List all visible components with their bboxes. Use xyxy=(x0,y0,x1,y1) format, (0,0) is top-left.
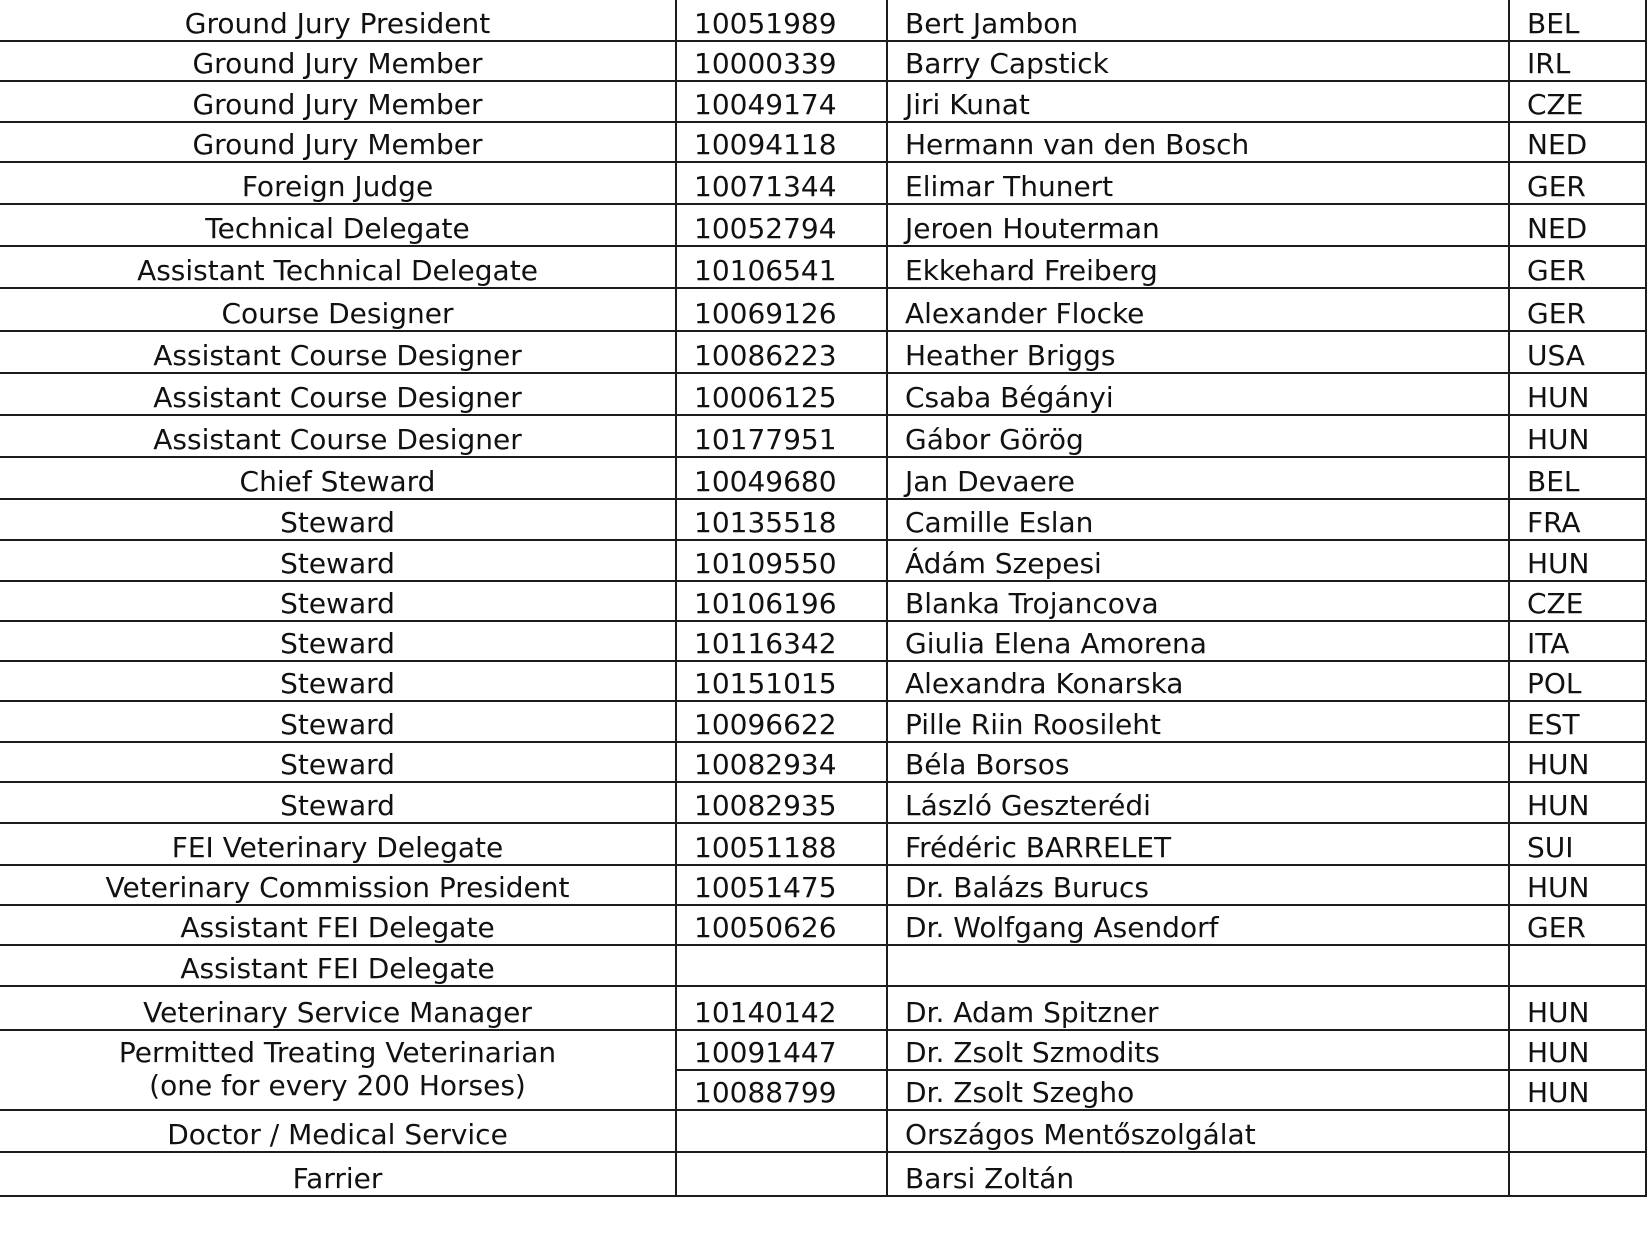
function-cell: Technical Delegate xyxy=(0,204,676,246)
name-cell: Béla Borsos xyxy=(887,742,1509,782)
table-row xyxy=(0,246,1646,288)
fei-id-cell: 10050626 xyxy=(676,905,887,945)
fei-id-cell: 10052794 xyxy=(676,204,887,246)
function-cell: Ground Jury President xyxy=(0,0,676,41)
fei-id-cell: 10088799 xyxy=(676,1070,887,1110)
function-cell: FEI Veterinary Delegate xyxy=(0,823,676,865)
fei-id-cell: 10051475 xyxy=(676,865,887,905)
name-cell: Ádám Szepesi xyxy=(887,540,1509,581)
nationality-cell: EST xyxy=(1509,701,1646,742)
name-cell: Alexandra Konarska xyxy=(887,661,1509,701)
name-cell: Gábor Görög xyxy=(887,415,1509,457)
nationality-cell: CZE xyxy=(1509,581,1646,621)
function-cell: Steward xyxy=(0,581,676,621)
table-row xyxy=(0,162,1646,204)
nationality-cell: HUN xyxy=(1509,742,1646,782)
fei-id-cell: 10082935 xyxy=(676,782,887,823)
fei-id-cell: 10071344 xyxy=(676,162,887,204)
function-cell: Ground Jury Member xyxy=(0,122,676,162)
fei-id-cell: 10140142 xyxy=(676,986,887,1030)
nationality-cell: ITA xyxy=(1509,621,1646,661)
fei-id-cell: 10086223 xyxy=(676,331,887,373)
function-line: (one for every 200 Horses) xyxy=(149,1069,526,1102)
nationality-cell xyxy=(1509,1152,1646,1196)
name-cell: Dr. Balázs Burucs xyxy=(887,865,1509,905)
name-cell: Bert Jambon xyxy=(887,0,1509,41)
nationality-cell: HUN xyxy=(1509,782,1646,823)
name-cell: Camille Eslan xyxy=(887,499,1509,540)
nationality-cell: HUN xyxy=(1509,1070,1646,1110)
function-cell: Course Designer xyxy=(0,288,676,331)
name-cell: Csaba Bégányi xyxy=(887,373,1509,415)
function-cell: Assistant Course Designer xyxy=(0,415,676,457)
table-row xyxy=(0,457,1646,499)
nationality-cell: HUN xyxy=(1509,865,1646,905)
function-cell: Steward xyxy=(0,661,676,701)
fei-id-cell xyxy=(676,1110,887,1152)
fei-id-cell: 10106541 xyxy=(676,246,887,288)
table-row xyxy=(0,41,1646,81)
nationality-cell xyxy=(1509,1110,1646,1152)
table-row xyxy=(0,288,1646,331)
nationality-cell: POL xyxy=(1509,661,1646,701)
name-cell: László Geszterédi xyxy=(887,782,1509,823)
table-row xyxy=(0,986,1646,1030)
nationality-cell xyxy=(1509,945,1646,986)
nationality-cell: HUN xyxy=(1509,415,1646,457)
name-cell: Barsi Zoltán xyxy=(887,1152,1509,1196)
function-cell: Assistant Course Designer xyxy=(0,331,676,373)
function-cell: Foreign Judge xyxy=(0,162,676,204)
nationality-cell: IRL xyxy=(1509,41,1646,81)
fei-id-cell: 10006125 xyxy=(676,373,887,415)
nationality-cell: GER xyxy=(1509,905,1646,945)
table-row xyxy=(0,540,1646,581)
function-cell: Farrier xyxy=(0,1152,676,1196)
table-row xyxy=(0,581,1646,621)
function-line: Permitted Treating Veterinarian xyxy=(118,1036,557,1069)
fei-id-cell xyxy=(676,1152,887,1196)
table-row xyxy=(0,823,1646,865)
function-cell xyxy=(0,1030,676,1110)
fei-id-cell: 10177951 xyxy=(676,415,887,457)
name-cell: Elimar Thunert xyxy=(887,162,1509,204)
fei-id-cell: 10151015 xyxy=(676,661,887,701)
table-row xyxy=(0,81,1646,122)
fei-id-cell: 10000339 xyxy=(676,41,887,81)
function-cell: Assistant Course Designer xyxy=(0,373,676,415)
nationality-cell: HUN xyxy=(1509,373,1646,415)
function-cell: Steward xyxy=(0,701,676,742)
nationality-cell: FRA xyxy=(1509,499,1646,540)
fei-id-cell: 10106196 xyxy=(676,581,887,621)
name-cell: Dr. Adam Spitzner xyxy=(887,986,1509,1030)
name-cell: Dr. Zsolt Szegho xyxy=(887,1070,1509,1110)
nationality-cell: BEL xyxy=(1509,457,1646,499)
table-row xyxy=(0,701,1646,742)
function-cell: Steward xyxy=(0,742,676,782)
table-row xyxy=(0,1152,1646,1196)
function-cell: Veterinary Service Manager xyxy=(0,986,676,1030)
fei-id-cell: 10049174 xyxy=(676,81,887,122)
name-cell: Blanka Trojancova xyxy=(887,581,1509,621)
fei-id-cell: 10091447 xyxy=(676,1030,887,1070)
function-cell: Doctor / Medical Service xyxy=(0,1110,676,1152)
name-cell: Pille Riin Roosileht xyxy=(887,701,1509,742)
nationality-cell: NED xyxy=(1509,204,1646,246)
function-cell: Steward xyxy=(0,499,676,540)
table-row xyxy=(0,905,1646,945)
name-cell: Heather Briggs xyxy=(887,331,1509,373)
name-cell: Hermann van den Bosch xyxy=(887,122,1509,162)
nationality-cell: SUI xyxy=(1509,823,1646,865)
nationality-cell: GER xyxy=(1509,246,1646,288)
fei-id-cell: 10094118 xyxy=(676,122,887,162)
fei-id-cell: 10051989 xyxy=(676,0,887,41)
nationality-cell: GER xyxy=(1509,162,1646,204)
name-cell: Frédéric BARRELET xyxy=(887,823,1509,865)
table-row xyxy=(0,782,1646,823)
nationality-cell: NED xyxy=(1509,122,1646,162)
name-cell: Jan Devaere xyxy=(887,457,1509,499)
fei-id-cell: 10049680 xyxy=(676,457,887,499)
table-row xyxy=(0,0,1646,41)
function-cell: Steward xyxy=(0,782,676,823)
table-row xyxy=(0,621,1646,661)
table-row xyxy=(0,373,1646,415)
table-row xyxy=(0,204,1646,246)
table-row xyxy=(0,1030,1646,1070)
table-row xyxy=(0,742,1646,782)
function-cell: Ground Jury Member xyxy=(0,81,676,122)
fei-id-cell: 10082934 xyxy=(676,742,887,782)
name-cell: Országos Mentőszolgálat xyxy=(887,1110,1509,1152)
fei-id-cell: 10069126 xyxy=(676,288,887,331)
fei-id-cell: 10116342 xyxy=(676,621,887,661)
function-cell: Chief Steward xyxy=(0,457,676,499)
function-cell: Assistant Technical Delegate xyxy=(0,246,676,288)
name-cell xyxy=(887,945,1509,986)
function-cell: Assistant FEI Delegate xyxy=(0,905,676,945)
name-cell: Dr. Wolfgang Asendorf xyxy=(887,905,1509,945)
fei-id-cell: 10096622 xyxy=(676,701,887,742)
nationality-cell: HUN xyxy=(1509,986,1646,1030)
fei-id-cell: 10051188 xyxy=(676,823,887,865)
nationality-cell: HUN xyxy=(1509,540,1646,581)
function-cell: Assistant FEI Delegate xyxy=(0,945,676,986)
table-row xyxy=(0,122,1646,162)
nationality-cell: BEL xyxy=(1509,0,1646,41)
name-cell: Jiri Kunat xyxy=(887,81,1509,122)
table-row xyxy=(0,945,1646,986)
function-cell: Veterinary Commission President xyxy=(0,865,676,905)
name-cell: Alexander Flocke xyxy=(887,288,1509,331)
fei-id-cell: 10135518 xyxy=(676,499,887,540)
nationality-cell: USA xyxy=(1509,331,1646,373)
name-cell: Giulia Elena Amorena xyxy=(887,621,1509,661)
fei-id-cell xyxy=(676,945,887,986)
table-row xyxy=(0,1110,1646,1152)
fei-id-cell: 10109550 xyxy=(676,540,887,581)
name-cell: Ekkehard Freiberg xyxy=(887,246,1509,288)
nationality-cell: GER xyxy=(1509,288,1646,331)
name-cell: Jeroen Houterman xyxy=(887,204,1509,246)
function-cell: Steward xyxy=(0,540,676,581)
table-row xyxy=(0,331,1646,373)
table-row xyxy=(0,415,1646,457)
table-row xyxy=(0,499,1646,540)
name-cell: Dr. Zsolt Szmodits xyxy=(887,1030,1509,1070)
function-cell: Ground Jury Member xyxy=(0,41,676,81)
table-row xyxy=(0,661,1646,701)
name-cell: Barry Capstick xyxy=(887,41,1509,81)
function-cell: Steward xyxy=(0,621,676,661)
table-row xyxy=(0,865,1646,905)
nationality-cell: CZE xyxy=(1509,81,1646,122)
nationality-cell: HUN xyxy=(1509,1030,1646,1070)
